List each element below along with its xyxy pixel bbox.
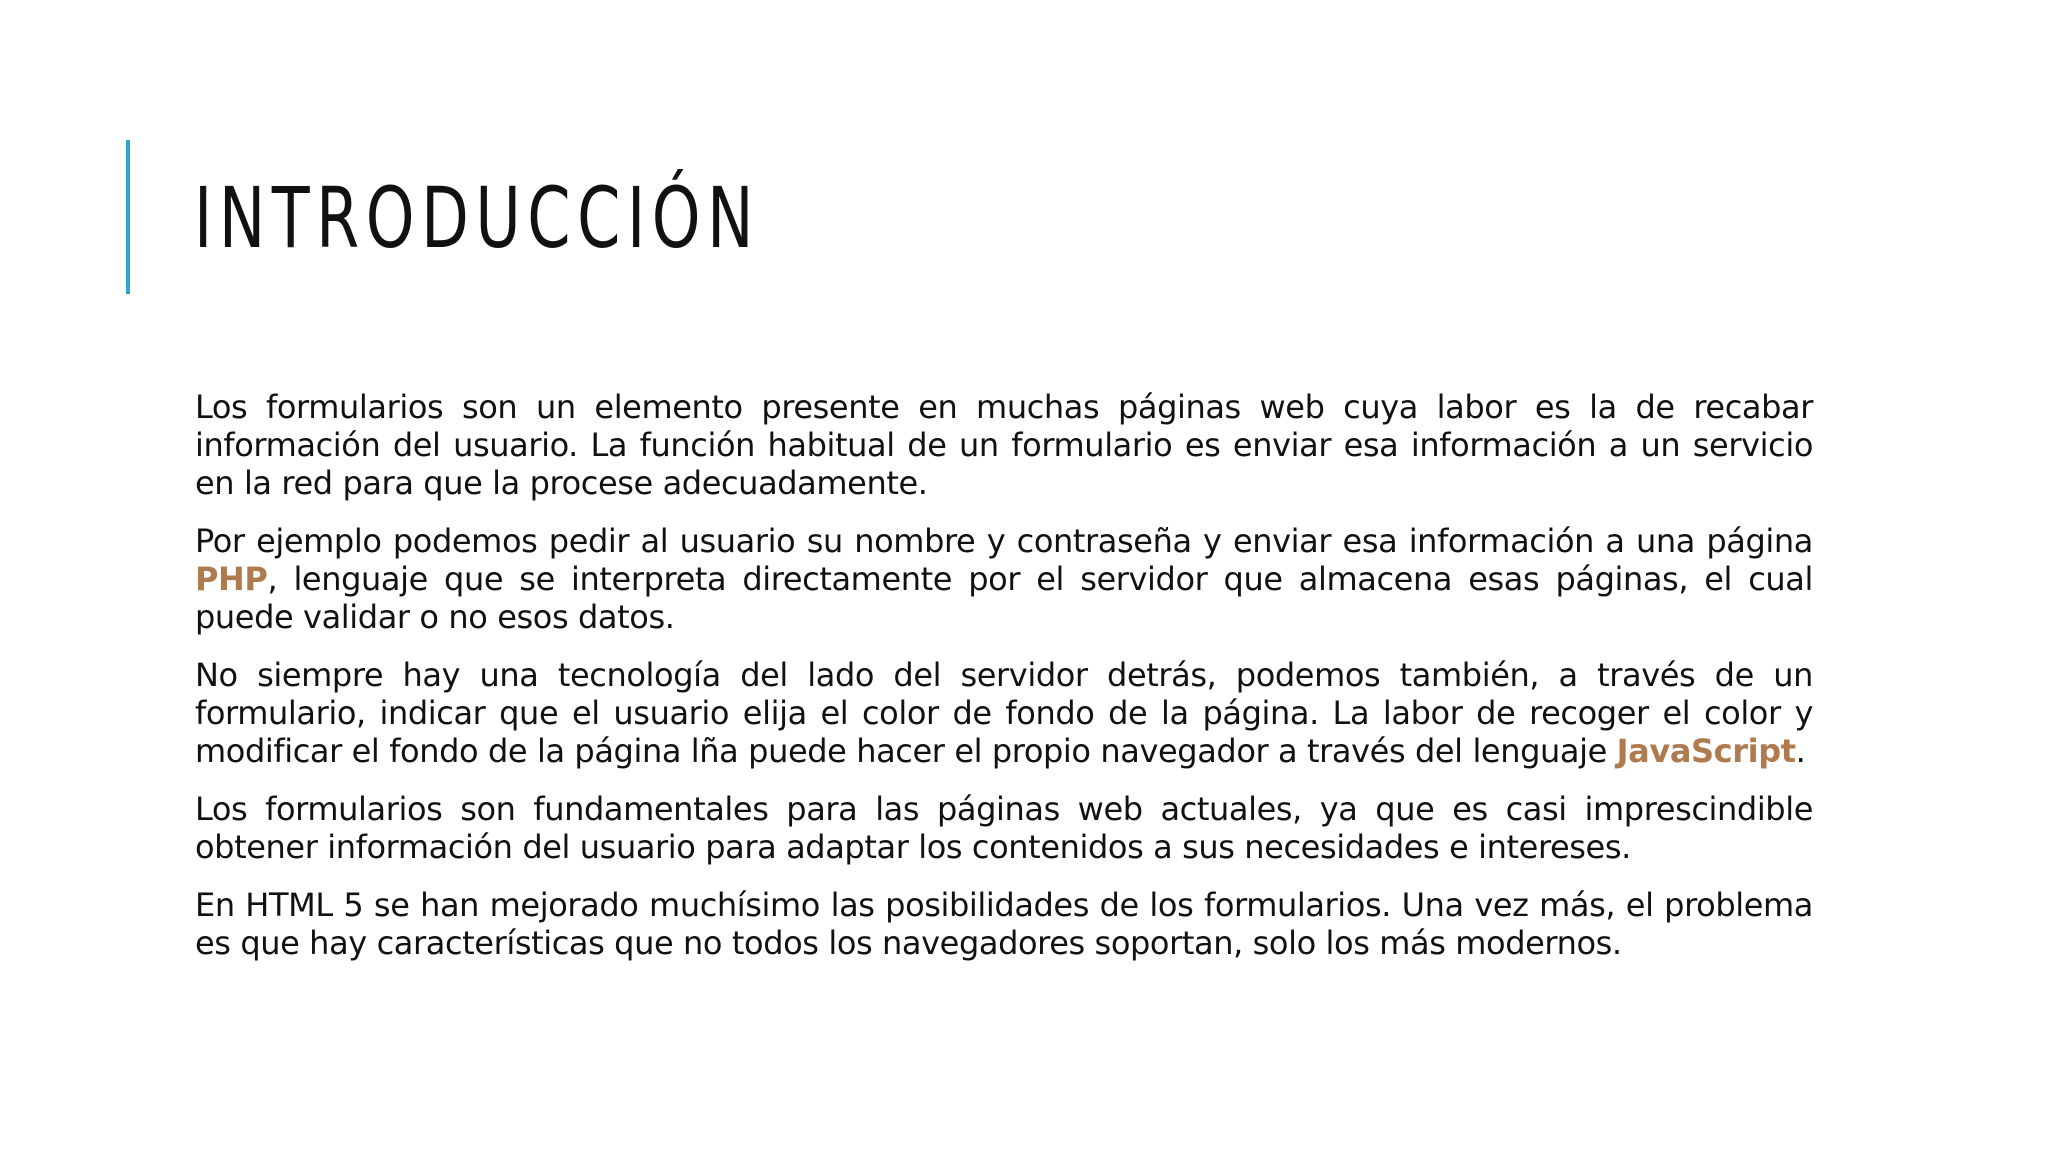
paragraph-3-text-after: . — [1795, 732, 1806, 770]
keyword-javascript: JavaScript — [1616, 732, 1796, 770]
paragraph-5: En HTML 5 se han mejorado muchísimo las posibilidades de los formularios. Una vez más, el problema es que hay características que no todos los navegadores soportan, solo los más modernos. — [195, 886, 1813, 962]
keyword-php: PHP — [195, 560, 268, 598]
paragraph-2-text-before: Por ejemplo podemos pedir al usuario su nombre y contraseña y enviar esa información a una página — [195, 522, 1813, 560]
paragraph-2-text-after: , lenguaje que se interpreta directamente por el servidor que almacena esas páginas, el cual puede validar o no esos datos. — [195, 560, 1813, 636]
paragraph-3 — [195, 656, 1813, 770]
paragraph-3-text-before: No siempre hay una tecnología del lado del servidor detrás, podemos también, a través de un formulario, indicar que el usuario elija el color de fondo de la página. La labor de recoger el color y modificar el fondo de la página lña puede hacer el propio navegador a través del lenguaje — [195, 656, 1813, 770]
paragraph-1: Los formularios son un elemento presente en muchas páginas web cuya labor es la de recabar información del usuario. La función habitual de un formulario es enviar esa información a un servicio en la red para que la procese adecuadamente. — [195, 388, 1813, 502]
title-accent-bar — [126, 140, 130, 294]
slide-body — [195, 388, 1813, 982]
paragraph-4: Los formularios son fundamentales para las páginas web actuales, ya que es casi imprescindible obtener información del usuario para adaptar los contenidos a sus necesidades e intereses. — [195, 790, 1813, 866]
paragraph-2 — [195, 522, 1813, 636]
slide-title: INTRODUCCIÓN — [194, 169, 761, 267]
